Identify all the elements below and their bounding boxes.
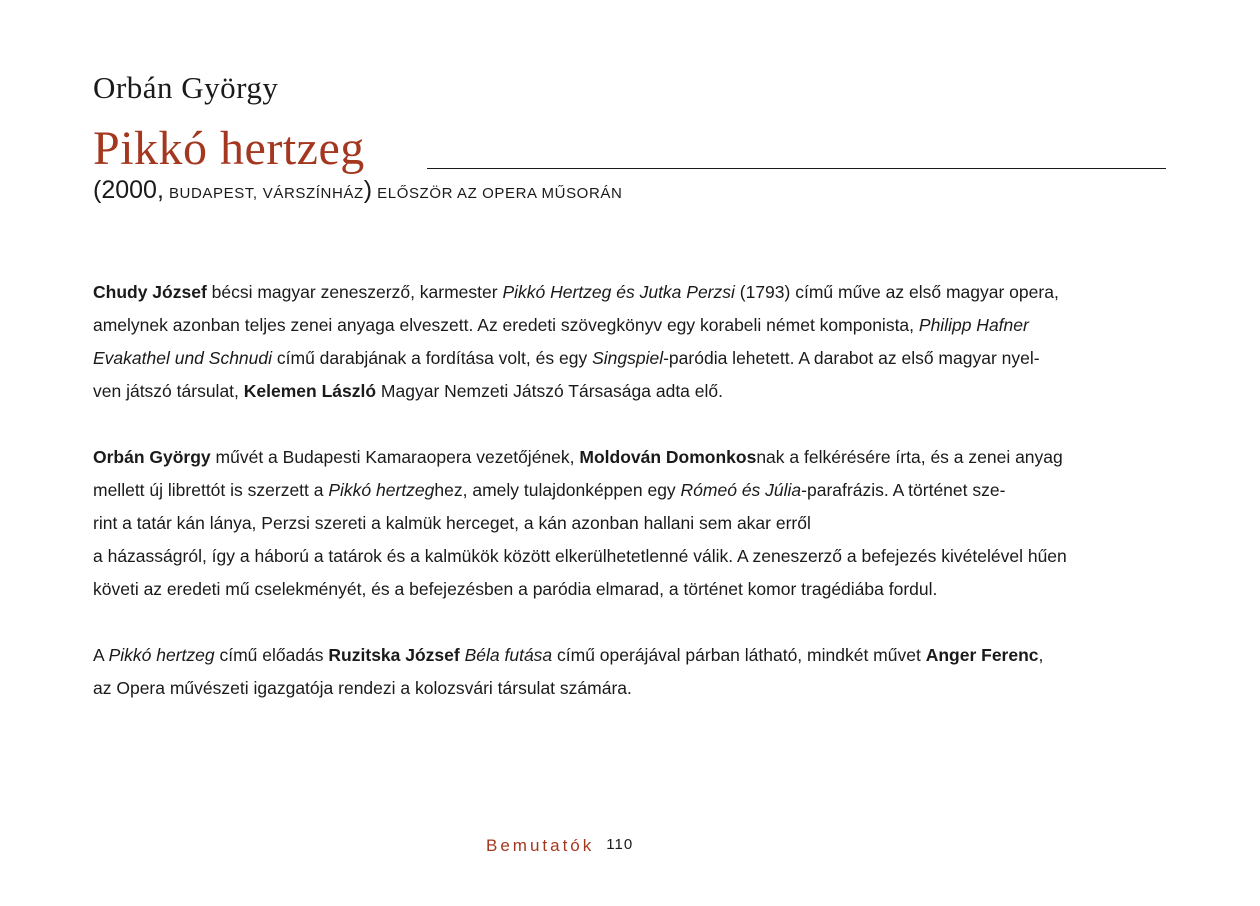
work-title: Béla futása: [464, 645, 553, 665]
work-title: Pikkó hertzeg: [108, 645, 215, 665]
text-run: művét a Budapesti Kamaraopera vezetőjének,: [210, 447, 580, 467]
person-name-italic: Philipp Hafner: [918, 315, 1029, 335]
text-run: követi az eredeti mű cselekményét, és a befejezésben a paródia elmarad, a történet komor tragédiába fordul.: [93, 579, 938, 599]
page-title: Pikkó hertzeg: [93, 122, 365, 175]
paragraph-3: [93, 639, 1168, 705]
premiere-venue: VÁRSZÍNHÁZ: [262, 185, 364, 202]
text-run: az Opera művészeti igazgatója rendezi a kolozsvári társulat számára.: [93, 678, 632, 698]
section-name: Bemutatók: [486, 836, 595, 855]
paren-close: ): [363, 176, 373, 204]
text-run: bécsi magyar zeneszerző, karmester: [206, 282, 503, 302]
text-run: nak a felkérésére írta, és a zenei anyag: [756, 447, 1063, 467]
article-body: [93, 276, 1168, 738]
person-name: Orbán György: [93, 447, 211, 467]
text-run: mellett új librettót is szerzett a: [93, 480, 329, 500]
text-run: hez, amely tulajdonképpen egy: [434, 480, 681, 500]
text-run: -paródia lehetett. A darabot az első magyar nyel-: [663, 348, 1040, 368]
paragraph-2: [93, 441, 1168, 606]
text-run: A: [93, 645, 109, 665]
paren-open: (: [93, 176, 102, 204]
text-run: -parafrázis. A történet sze-: [801, 480, 1006, 500]
page-footer: [486, 836, 633, 856]
premiere-city: BUDAPEST,: [168, 185, 258, 202]
text-run: című előadás: [214, 645, 329, 665]
paragraph-1: [93, 276, 1168, 408]
work-title: Rómeó és Júlia: [680, 480, 802, 500]
premiere-note: ELŐSZÖR AZ OPERA MŰSORÁN: [377, 185, 623, 202]
genre-term: Singspiel: [592, 348, 664, 368]
text-run: rint a tatár kán lánya, Perzsi szereti a kalmük herceget, a kán azonban hallani sem akar erről: [93, 513, 811, 533]
work-title: Pikkó Hertzeg és Jutka Perzsi: [502, 282, 735, 302]
text-run: a házasságról, így a háború a tatárok és a kalmükök között elkerülhetetlenné válik. A zeneszerző a befejezés kivételével hűen: [93, 546, 1067, 566]
title-rule: [427, 168, 1166, 169]
text-run: című darabjának a fordítása volt, és egy: [272, 348, 593, 368]
work-title: Pikkó hertzeg: [328, 480, 435, 500]
person-name: Anger Ferenc: [925, 645, 1039, 665]
work-title: Evakathel und Schnudi: [93, 348, 273, 368]
premiere-year: 2000,: [101, 176, 164, 204]
page-number: 110: [606, 836, 634, 853]
person-name: Chudy József: [93, 282, 207, 302]
text-run: amelynek azonban teljes zenei anyaga elveszett. Az eredeti szövegkönyv egy korabeli német komponista,: [93, 315, 919, 335]
text-run: Magyar Nemzeti Játszó Társasága adta elő.: [376, 381, 723, 401]
text-run: (1793) című műve az első magyar opera,: [734, 282, 1059, 302]
premiere-info: [93, 176, 622, 205]
person-name: Ruzitska József: [328, 645, 460, 665]
text-run: ven játszó társulat,: [93, 381, 244, 401]
text-run: ,: [1038, 645, 1044, 665]
text-run: című operájával párban látható, mindkét művet: [552, 645, 926, 665]
person-name: Kelemen László: [243, 381, 377, 401]
person-name: Moldován Domonkos: [579, 447, 757, 467]
title-row: [93, 120, 1166, 176]
composer-name: Orbán György: [93, 70, 279, 105]
